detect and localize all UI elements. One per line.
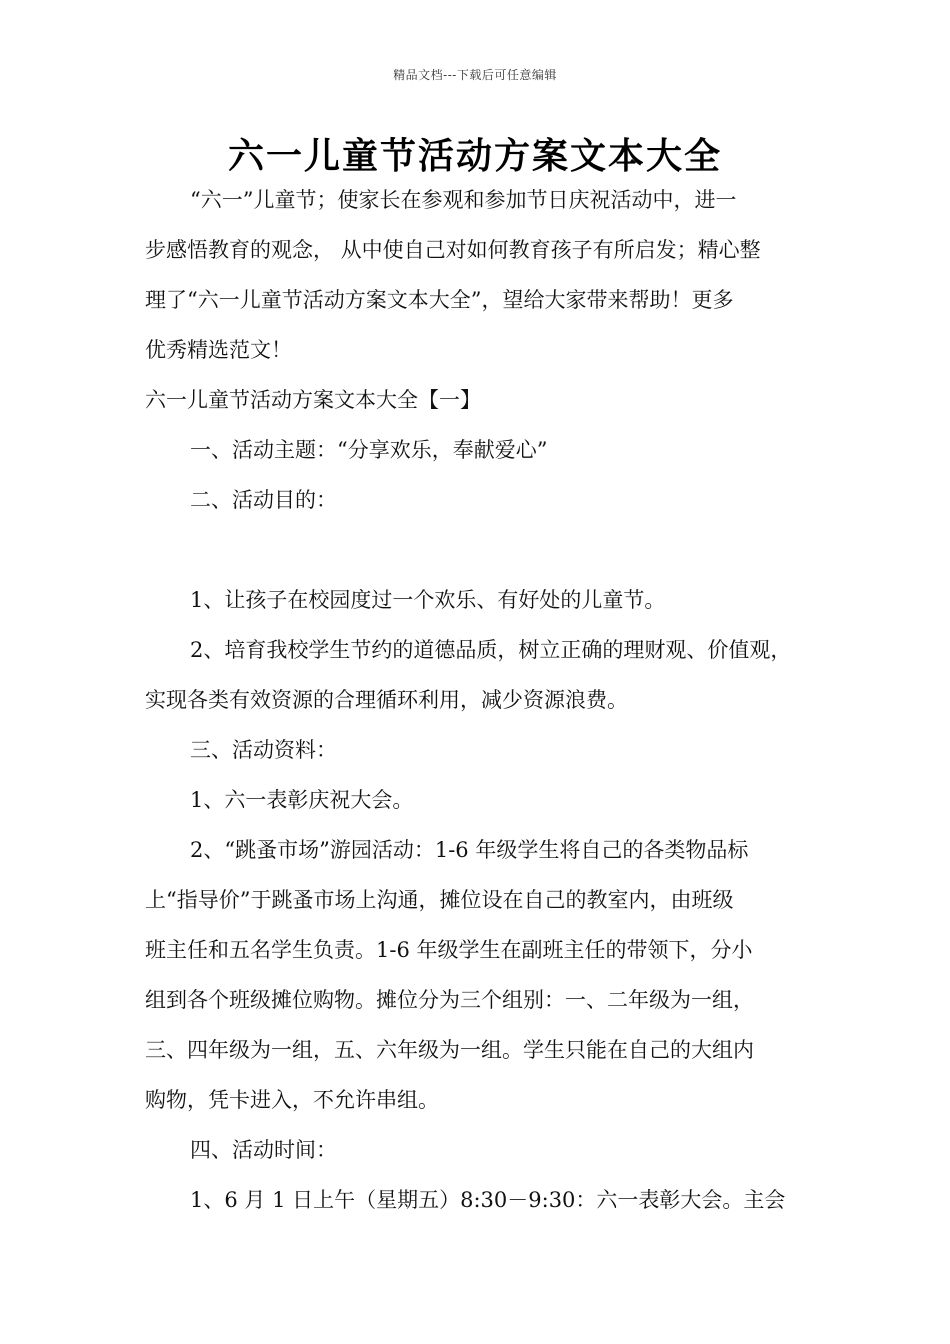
paragraph-line: 购物，凭卡进入，不允许串组。	[145, 1088, 439, 1112]
paragraph-line: 三、活动资料：	[190, 738, 337, 762]
document-title: 六一儿童节活动方案文本大全	[227, 135, 722, 177]
paragraph-line: 三、四年级为一组，五、六年级为一组。学生只能在自己的大组内	[145, 1038, 754, 1062]
paragraph-line: 一、活动主题：“分享欢乐，奉献爱心”	[190, 438, 548, 462]
paragraph-line: 1、让孩子在校园度过一个欢乐、有好处的儿童节。	[190, 588, 666, 612]
paragraph-line: 2、“跳蚤市场”游园活动：1-6 年级学生将自己的各类物品标	[190, 838, 749, 862]
paragraph-line: 二、活动目的：	[190, 488, 337, 512]
paragraph-line: 2、培育我校学生节约的道德品质，树立正确的理财观、价值观，	[190, 638, 792, 662]
paragraph-line: 步感悟教育的观念， 从中使自己对如何教育孩子有所启发；精心整	[145, 238, 761, 262]
section-heading: 六一儿童节活动方案文本大全【一】	[145, 388, 481, 412]
paragraph-line: 实现各类有效资源的合理循环利用，减少资源浪费。	[145, 688, 628, 712]
paragraph-line: “六一”儿童节；使家长在参观和参加节日庆祝活动中，进一	[190, 188, 737, 212]
paragraph-line: 优秀精选范文！	[145, 338, 292, 362]
paragraph-line: 四、活动时间：	[190, 1138, 337, 1162]
paragraph-line: 班主任和五名学生负责。1-6 年级学生在副班主任的带领下，分小	[145, 938, 753, 962]
header-note: 精品文档---下载后可任意编辑	[393, 68, 557, 82]
paragraph-line: 1、6 月 1 日上午（星期五）8:30－9:30：六一表彰大会。主会	[190, 1188, 786, 1212]
paragraph-line: 理了“六一儿童节活动方案文本大全”，望给大家带来帮助！更多	[145, 288, 734, 312]
paragraph-line: 1、六一表彰庆祝大会。	[190, 788, 414, 812]
paragraph-line: 上“指导价”于跳蚤市场上沟通，摊位设在自己的教室内，由班级	[145, 888, 734, 912]
paragraph-line: 组到各个班级摊位购物。摊位分为三个组别：一、二年级为一组，	[145, 988, 754, 1012]
